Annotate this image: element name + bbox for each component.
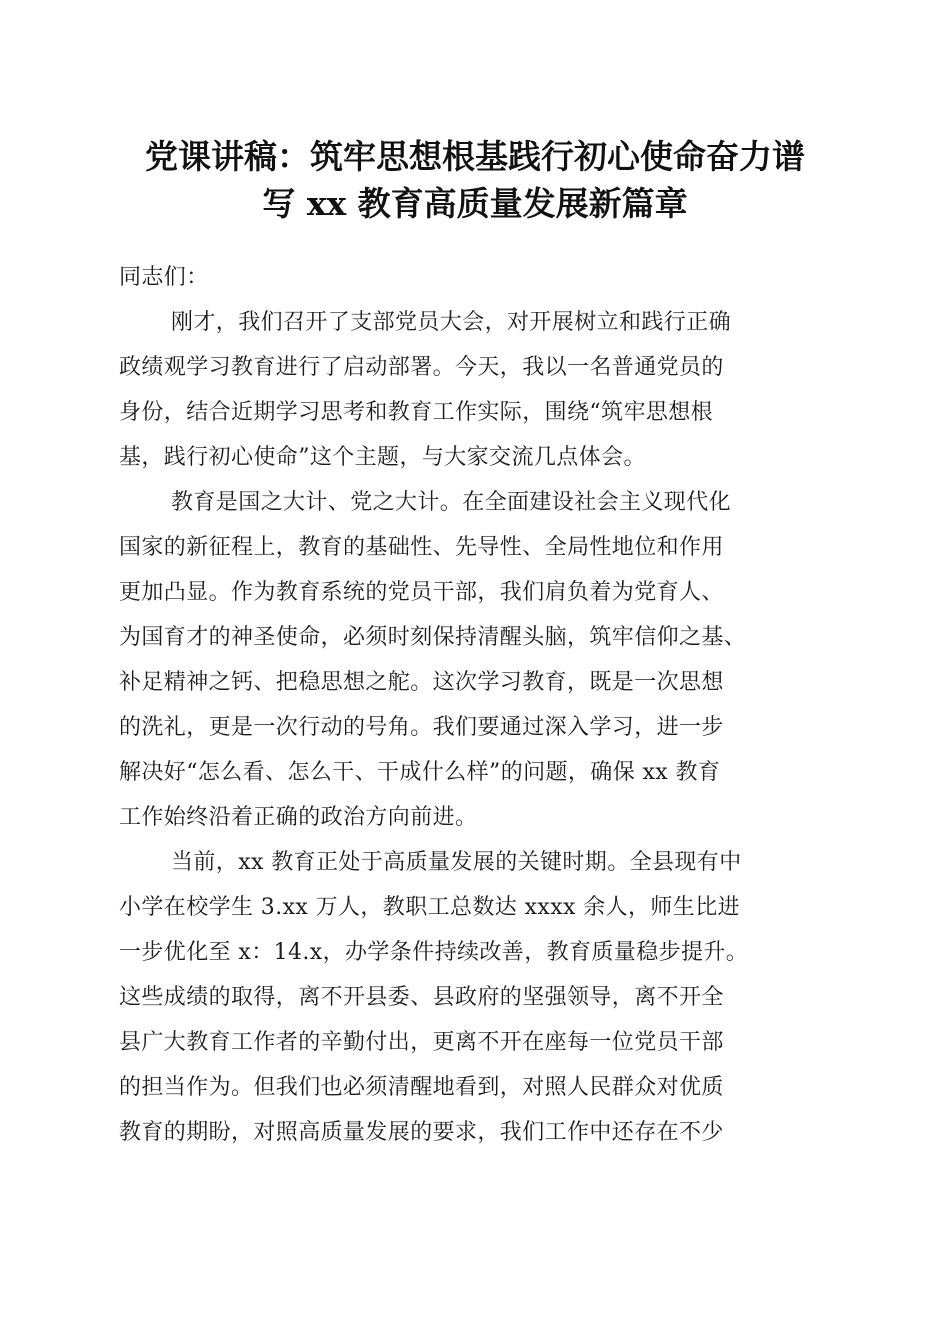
paragraph-line: 更加凸显。作为教育系统的党员干部，我们肩负着为党育人、 <box>119 580 724 605</box>
paragraph-line: 国家的新征程上，教育的基础性、先导性、全局性地位和作用 <box>119 535 724 560</box>
paragraph-line: 基，践行初心使命”这个主题，与大家交流几点体会。 <box>119 445 646 470</box>
title-line-2: 写 xx 教育高质量发展新篇章 <box>262 184 688 223</box>
paragraph-line: 小学在校学生 3.xx 万人，教职工总数达 xxxx 余人，师生比进 <box>119 895 741 920</box>
paragraph-line: 解决好“怎么看、怎么干、干成什么样”的问题，确保 xx 教育 <box>119 760 721 785</box>
paragraph-line: 的洗礼，更是一次行动的号角。我们要通过深入学习，进一步 <box>119 715 724 740</box>
paragraph-line: 的担当作为。但我们也必须清醒地看到，对照人民群众对优质 <box>119 1075 724 1100</box>
title-line-1: 党课讲稿：筑牢思想根基践行初心使命奋力谱 <box>145 137 805 176</box>
paragraph-line: 这些成绩的取得，离不开县委、县政府的坚强领导，离不开全 <box>119 985 724 1010</box>
paragraph-line: 县广大教育工作者的辛勤付出，更离不开在座每一位党员干部 <box>119 1030 724 1055</box>
salutation: 同志们： <box>119 265 209 290</box>
document-title <box>110 133 840 227</box>
paragraph-1 <box>119 300 834 480</box>
paragraph-line: 为国育才的神圣使命，必须时刻保持清醒头脑，筑牢信仰之基、 <box>119 625 747 650</box>
paragraph-line: 身份，结合近期学习思考和教育工作实际，围绕“筑牢思想根 <box>119 400 714 425</box>
document-body <box>119 255 834 1155</box>
paragraph-line: 补足精神之钙、把稳思想之舵。这次学习教育，既是一次思想 <box>119 670 724 695</box>
paragraph-3 <box>119 840 834 1155</box>
paragraph-line: 一步优化至 x：14.x，办学条件持续改善，教育质量稳步提升。 <box>119 940 749 965</box>
paragraph-line: 教育是国之大计、党之大计。在全面建设社会主义现代化 <box>171 490 732 515</box>
paragraph-line: 工作始终沿着正确的政治方向前进。 <box>119 805 478 830</box>
paragraph-line: 当前，xx 教育正处于高质量发展的关键时期。全县现有中 <box>171 850 742 875</box>
paragraph-line: 教育的期盼，对照高质量发展的要求，我们工作中还存在不少 <box>119 1120 724 1145</box>
paragraph-2 <box>119 480 834 840</box>
paragraph-line: 政绩观学习教育进行了启动部署。今天，我以一名普通党员的 <box>119 355 724 380</box>
paragraph-line: 刚才，我们召开了支部党员大会，对开展树立和践行正确 <box>171 310 732 335</box>
